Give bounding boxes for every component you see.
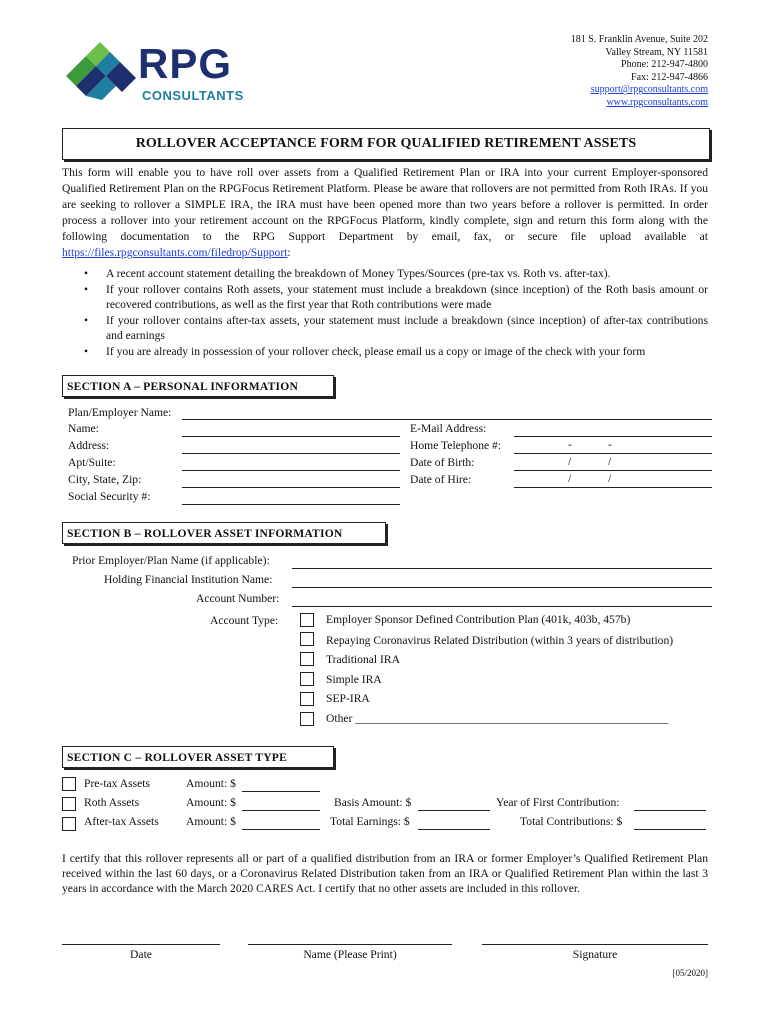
asset-type-label: After-tax Assets xyxy=(84,815,159,828)
list-item: • A recent account statement detailing the breakdown of Money Types/Sources (pre-tax vs. Roth vs. after-tax). xyxy=(84,267,611,280)
phone: Phone: 212-947-4800 xyxy=(621,59,708,71)
section-b-header: SECTION B – ROLLOVER ASSET INFORMATION xyxy=(62,522,386,544)
asset-type-label: Roth Assets xyxy=(84,796,140,809)
company-logo xyxy=(62,40,242,110)
prior-employer-field[interactable] xyxy=(292,568,712,569)
list-item: • If you are already in possession of your rollover check, please email us a copy or image of the check with your form xyxy=(84,344,646,358)
checkbox-traditional-ira[interactable] xyxy=(300,652,314,666)
section-a-header: SECTION A – PERSONAL INFORMATION xyxy=(62,375,334,397)
amount-label: Amount: $ xyxy=(186,777,236,790)
intro-text: This form will enable you to have roll over assets from a Qualified Retirement Plan or IRA into your current Employer-sponsored Qualified Retirement Plan on the RPGFocus Retirement Platform. Please be aware that rollovers are not permitted from Roth IRAs. If you are seeking to rollover a SIMPLE IRA, the IRA must have been opened more than two years before a rollover is permitted. In order process a rollover into your retirement account on the RPGFocus Platform, kindly complete, sign and return this form along with the following documentation to the RPG Support Department by email, fax, or secure file upload available at xyxy=(62,166,708,243)
form-title: ROLLOVER ACCEPTANCE FORM FOR QUALIFIED RETIREMENT ASSETS xyxy=(62,128,710,160)
amount-label: Amount: $ xyxy=(186,815,236,828)
ssn-field[interactable] xyxy=(182,504,400,505)
account-type-option: Traditional IRA xyxy=(326,653,400,666)
prior-employer-label: Prior Employer/Plan Name (if applicable): xyxy=(72,554,270,567)
basis-amount-field[interactable] xyxy=(418,810,490,811)
section-c-header: SECTION C – ROLLOVER ASSET TYPE xyxy=(62,746,334,768)
name-signature-line[interactable] xyxy=(248,944,452,945)
logo-wordmark: RPG xyxy=(138,40,233,87)
address-field[interactable] xyxy=(182,453,400,454)
roth-amount-field[interactable] xyxy=(242,810,320,811)
name-caption: Name (Please Print) xyxy=(303,948,397,961)
date-separator: / xyxy=(608,455,612,468)
email-field[interactable] xyxy=(514,436,712,437)
total-earnings-label: Total Earnings: $ xyxy=(330,815,410,828)
revision-date: [05/2020] xyxy=(672,968,708,978)
checkbox-401k[interactable] xyxy=(300,613,314,627)
account-number-field[interactable] xyxy=(292,606,712,607)
account-type-option: SEP-IRA xyxy=(326,692,370,705)
website-link[interactable]: www.rpgconsultants.com xyxy=(606,96,708,108)
account-type-option: Repaying Coronavirus Related Distribution (within 3 years of distribution) xyxy=(326,634,674,647)
upload-link[interactable]: https://files.rpgconsultants.com/filedrop/Support xyxy=(62,246,288,259)
account-number-label: Account Number: xyxy=(196,592,280,605)
documentation-list xyxy=(62,266,708,359)
holding-institution-field[interactable] xyxy=(292,587,712,588)
list-item: • If your rollover contains Roth assets, your statement must include a breakdown (since inception) of the Roth basis amount or recovered contributions, as well as the first year that Roth contributions were made xyxy=(84,282,708,311)
plan-employer-field[interactable] xyxy=(182,419,712,420)
date-separator: / xyxy=(608,472,612,485)
account-type-option: Simple IRA xyxy=(326,673,382,686)
home-phone-field[interactable] xyxy=(514,453,712,454)
doh-label: Date of Hire: xyxy=(410,473,472,486)
date-signature-line[interactable] xyxy=(62,944,220,945)
list-item: • If your rollover contains after-tax assets, your statement must include a breakdown (since inception) of after-tax contributions and earnings xyxy=(84,313,708,342)
total-contributions-label: Total Contributions: $ xyxy=(520,815,623,828)
signature-caption: Signature xyxy=(572,948,618,961)
contact-block xyxy=(571,34,708,110)
city-label: City, State, Zip: xyxy=(68,473,142,486)
checkbox-roth[interactable] xyxy=(62,797,76,811)
checkbox-pretax[interactable] xyxy=(62,777,76,791)
ssn-label: Social Security #: xyxy=(68,490,151,503)
home-phone-label: Home Telephone #: xyxy=(410,439,502,452)
email-link[interactable]: support@rpgconsultants.com xyxy=(590,84,708,96)
phone-separator: - xyxy=(608,438,612,451)
total-contributions-field[interactable] xyxy=(634,829,706,830)
date-separator: / xyxy=(568,455,572,468)
logo-mark-icon xyxy=(62,40,140,110)
address-line-2: Valley Stream, NY 11581 xyxy=(605,46,708,58)
date-caption: Date xyxy=(130,948,152,961)
pretax-amount-field[interactable] xyxy=(242,791,320,792)
doh-field[interactable] xyxy=(514,487,712,488)
name-label: Name: xyxy=(68,422,99,435)
first-year-field[interactable] xyxy=(634,810,706,811)
checkbox-coronavirus-repay[interactable] xyxy=(300,632,314,646)
checkbox-simple-ira[interactable] xyxy=(300,672,314,686)
checkbox-other[interactable] xyxy=(300,712,314,726)
email-label: E-Mail Address: xyxy=(410,422,487,435)
address-label: Address: xyxy=(68,439,110,452)
account-type-option: Other ______________________________________________________ xyxy=(326,712,669,725)
intro-end: : xyxy=(287,246,291,259)
signature-line[interactable] xyxy=(482,944,708,945)
certification-paragraph: I certify that this rollover represents all or part of a qualified distribution from an IRA or former Employer’s Qualified Retirement Plan received within the last 60 days, or a Coronavirus Related Distribution taken from an IRA or Qualified Retirement Plan within the last 3 years in accordance with the March 2020 CARES Act. I certify that no other assets are included in this rollover. xyxy=(62,852,708,895)
account-type-label: Account Type: xyxy=(210,614,279,627)
dob-label: Date of Birth: xyxy=(410,456,475,469)
total-earnings-field[interactable] xyxy=(418,829,490,830)
amount-label: Amount: $ xyxy=(186,796,236,809)
account-type-option: Employer Sponsor Defined Contribution Plan (401k, 403b, 457b) xyxy=(326,613,631,626)
city-field[interactable] xyxy=(182,487,400,488)
plan-employer-label: Plan/Employer Name: xyxy=(68,406,172,419)
holding-institution-label: Holding Financial Institution Name: xyxy=(104,573,273,586)
checkbox-sep-ira[interactable] xyxy=(300,692,314,706)
date-separator: / xyxy=(568,472,572,485)
fax: Fax: 212-947-4866 xyxy=(631,71,708,83)
basis-amount-label: Basis Amount: $ xyxy=(334,796,412,809)
apt-label: Apt/Suite: xyxy=(68,456,116,469)
intro-paragraph xyxy=(62,165,708,261)
aftertax-amount-field[interactable] xyxy=(242,829,320,830)
logo-subtitle: CONSULTANTS xyxy=(142,88,244,103)
address-line-1: 181 S. Franklin Avenue, Suite 202 xyxy=(570,34,708,45)
name-field[interactable] xyxy=(182,436,400,437)
phone-separator: - xyxy=(568,438,572,451)
asset-type-label: Pre-tax Assets xyxy=(84,777,151,790)
checkbox-aftertax[interactable] xyxy=(62,817,76,831)
apt-field[interactable] xyxy=(182,470,400,471)
first-year-label: Year of First Contribution: xyxy=(496,796,620,809)
dob-field[interactable] xyxy=(514,470,712,471)
